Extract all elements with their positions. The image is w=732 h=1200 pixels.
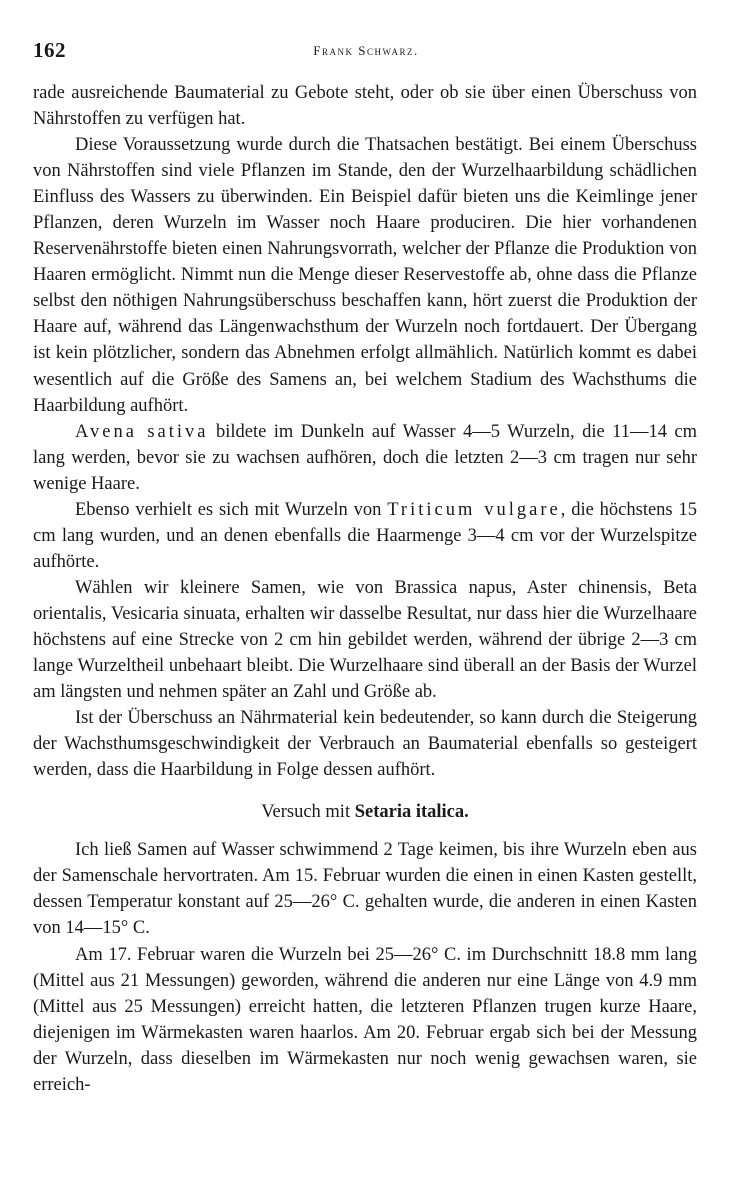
paragraph-avena-text: bildete im Dunkeln auf Wasser 4—5 Wurzeln, die 11—14 cm lang werden, bevor sie zu wachsen aufhören, doch die letzten 2—3 cm tragen nur sehr wenige Haare. xyxy=(33,421,698,494)
species-name-avena: Avena sativa xyxy=(75,421,209,442)
paragraph: Wählen wir kleinere Samen, wie von Brassica napus, Aster chinensis, Beta orientalis, Vesicaria sinuata, erhalten wir dasselbe Resultat, nur dass hier die Wurzelhaare höchstens auf eine Strecke von 2 cm hin gebildet werden, während der übrige 2—3 cm lange Wurzeltheil unbehaart bleibt. Die Wurzelhaare sind überall an der Basis der Wurzel am längsten und nehmen später an Zahl und Größe ab. xyxy=(33,577,697,703)
paragraph-triticum-after: , die höchstens 15 cm lang wurden, und an denen ebenfalls die Haarmenge 3—4 cm vor der Wurzelspitze aufhörte. xyxy=(33,499,697,572)
species-name-triticum: Triticum vulgare xyxy=(387,499,561,520)
paragraph-triticum xyxy=(33,497,697,575)
running-head: Frank Schwarz. xyxy=(313,43,419,58)
paragraph-triticum-before: Ebenso verhielt es sich mit Wurzeln von xyxy=(75,499,388,520)
paragraph-continuation: rade ausreichende Baumaterial zu Gebote steht, oder ob sie über einen Überschuss von Nährstoffen zu verfügen hat. xyxy=(33,83,697,130)
section-heading-species: Setaria italica. xyxy=(354,802,469,823)
page-header xyxy=(33,38,699,68)
paragraph: Ist der Überschuss an Nährmaterial kein bedeutender, so kann durch die Steigerung der Wachsthumsgeschwindigkeit der Verbrauch an Baumaterial ebenfalls so gesteigert werden, dass die Haarbildung in Folge dessen aufhört. xyxy=(33,708,697,781)
paragraph: Diese Voraussetzung wurde durch die Thatsachen bestätigt. Bei einem Überschuss von Nährstoffen sind viele Pflanzen im Stande, den der Wurzelhaarbildung schädlichen Einfluss des Wassers zu überwinden. Ein Beispiel dafür bieten uns die Keimlinge jener Pflanzen, deren Wurzeln im Wasser noch Haare produciren. Die hier vorhandenen Reservenährstoffe bieten einen Nahrungsvorrath, welcher der Pflanze die Produktion von Haaren ermöglicht. Nimmt nun die Menge dieser Reservestoffe ab, ohne dass die Pflanze selbst den nöthigen Nahrungsüberschuss beschaffen kann, hört zuerst die Produktion der Haare auf, während das Längenwachsthum der Wurzeln noch fortdauert. Der Übergang ist kein plötzlicher, sondern das Abnehmen erfolgt allmählich. Natürlich kommt es dabei wesentlich auf die Größe des Samens an, bei welchem Stadium des Wachsthums die Haarbildung aufhört. xyxy=(33,135,697,416)
paragraph: Ich ließ Samen auf Wasser schwimmend 2 Tage keimen, bis ihre Wurzeln eben aus der Samenschale hervortraten. Am 15. Februar wurden die einen in einen Kasten gestellt, dessen Temperatur konstant auf 25—26° C. gehalten wurde, die anderen in einen Kasten von 14—15° C. xyxy=(33,840,697,939)
paragraph: Am 17. Februar waren die Wurzeln bei 25—26° C. im Durchschnitt 18.8 mm lang (Mittel aus 21 Messungen) geworden, während die anderen nur eine Länge von 4.9 mm (Mittel aus 25 Messungen) erreicht hatten, die letzteren Pflanzen trugen kurze Haare, diejenigen im Wärmekasten waren haarlos. Am 20. Februar ergab sich bei der Messung der Wurzeln, dass dieselben im Wärmekasten nur noch wenig gewachsen waren, sie erreich- xyxy=(33,944,697,1095)
page-number: 162 xyxy=(33,38,66,62)
body-text xyxy=(33,80,697,1098)
section-heading xyxy=(33,799,697,825)
section-heading-prefix: Versuch mit xyxy=(261,802,355,823)
paragraph-avena xyxy=(33,419,697,497)
